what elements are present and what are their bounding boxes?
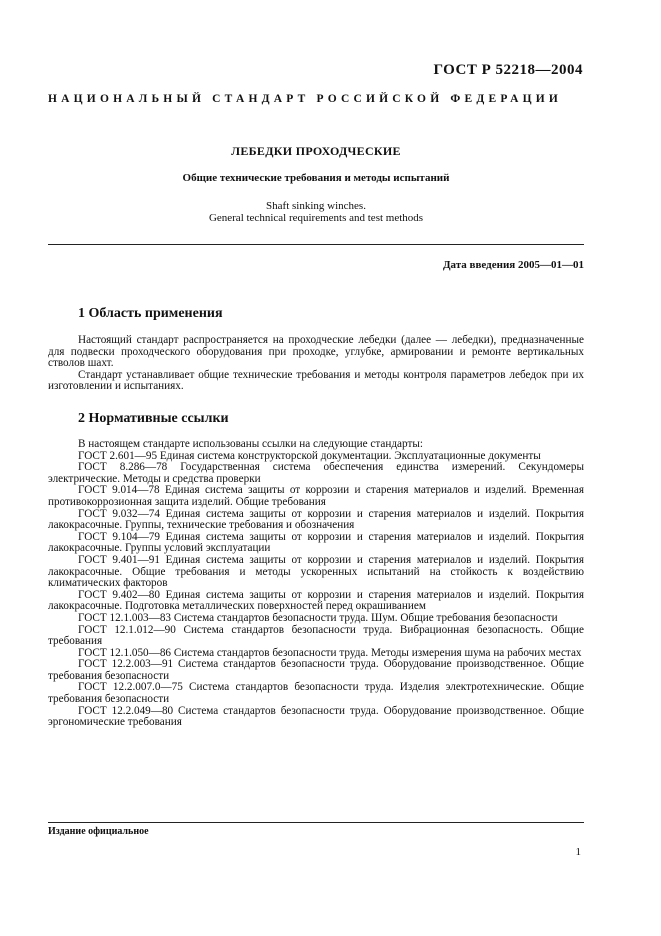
- reference-item: ГОСТ 9.032—74 Единая система защиты от коррозии и старения материалов и изделий. Покрытия лакокрасочные. Группы, технические требования и обозначения: [48, 507, 584, 532]
- section-1-body: [48, 335, 584, 393]
- official-edition-label: Издание официальное: [48, 826, 149, 837]
- section-1-heading: 1 Область применения: [78, 306, 223, 321]
- paragraph: Стандарт устанавливает общие технические требования и методы контроля параметров лебедок при их изготовлении и испытаниях.: [48, 368, 584, 393]
- header-divider: [48, 244, 584, 245]
- reference-item: ГОСТ 9.402—80 Единая система защиты от коррозии и старения материалов и изделий. Покрытия лакокрасочные. Подготовка металлических поверхностей перед окрашиванием: [48, 588, 584, 613]
- paragraph: Настоящий стандарт распространяется на проходческие лебедки (далее — лебедки), предназначенные для подвески проходческого оборудования при проходке, углубке, армировании и ремонте вертикальных стволов шахт.: [48, 334, 584, 370]
- reference-item: ГОСТ 12.2.049—80 Система стандартов безопасности труда. Оборудование производственное. Общие эргономические требования: [48, 704, 584, 729]
- reference-item: ГОСТ 9.104—79 Единая система защиты от коррозии и старения материалов и изделий. Покрытия лакокрасочные. Группы условий эксплуатации: [48, 530, 584, 555]
- english-title-line-2: General technical requirements and test methods: [208, 212, 424, 224]
- reference-item: ГОСТ 8.286—78 Государственная система обеспечения единства измерений. Секундомеры электрические. Методы и средства проверки: [48, 461, 584, 485]
- section-2-heading: 2 Нормативные ссылки: [78, 411, 229, 426]
- section-2-body: [48, 439, 584, 729]
- introduction-date: Дата введения 2005—01—01: [442, 259, 584, 271]
- page-number: 1: [575, 846, 581, 858]
- document-subtitle: Общие технические требования и методы испытаний: [182, 172, 450, 184]
- reference-item: ГОСТ 12.1.003—83 Система стандартов безопасности труда. Шум. Общие требования безопасности: [78, 611, 558, 624]
- paragraph: В настоящем стандарте использованы ссылки на следующие стандарты:: [78, 438, 423, 450]
- reference-item: ГОСТ 12.1.050—86 Система стандартов безопасности труда. Методы измерения шума на рабочих местах: [78, 646, 582, 659]
- reference-item: ГОСТ 12.2.003—91 Система стандартов безопасности труда. Оборудование производственное. Общие требования безопасности: [48, 658, 584, 682]
- footer-divider: [48, 822, 584, 823]
- gost-code: ГОСТ Р 52218—2004: [433, 62, 583, 78]
- reference-item: ГОСТ 12.2.007.0—75 Система стандартов безопасности труда. Изделия электротехнические. Общие требования безопасности: [48, 681, 584, 706]
- document-title: ЛЕБЕДКИ ПРОХОДЧЕСКИЕ: [231, 144, 401, 158]
- national-standard-banner: НАЦИОНАЛЬНЫЙ СТАНДАРТ РОССИЙСКОЙ ФЕДЕРАЦИИ: [48, 93, 563, 105]
- english-title-line-1: Shaft sinking winches.: [266, 200, 366, 212]
- reference-item: ГОСТ 12.1.012—90 Система стандартов безопасности труда. Вибрационная безопасность. Общие требования: [48, 623, 584, 648]
- reference-item: ГОСТ 9.401—91 Единая система защиты от коррозии и старения материалов и изделий. Покрытия лакокрасочные. Общие требования и методы ускоренных испытаний на стойкость к воздействию климатических факторов: [48, 553, 584, 590]
- reference-item: ГОСТ 9.014—78 Единая система защиты от коррозии и старения материалов и изделий. Временная противокоррозионная защита изделий. Общие требования: [48, 484, 584, 508]
- reference-item: ГОСТ 2.601—95 Единая система конструкторской документации. Эксплуатационные документы: [78, 449, 541, 462]
